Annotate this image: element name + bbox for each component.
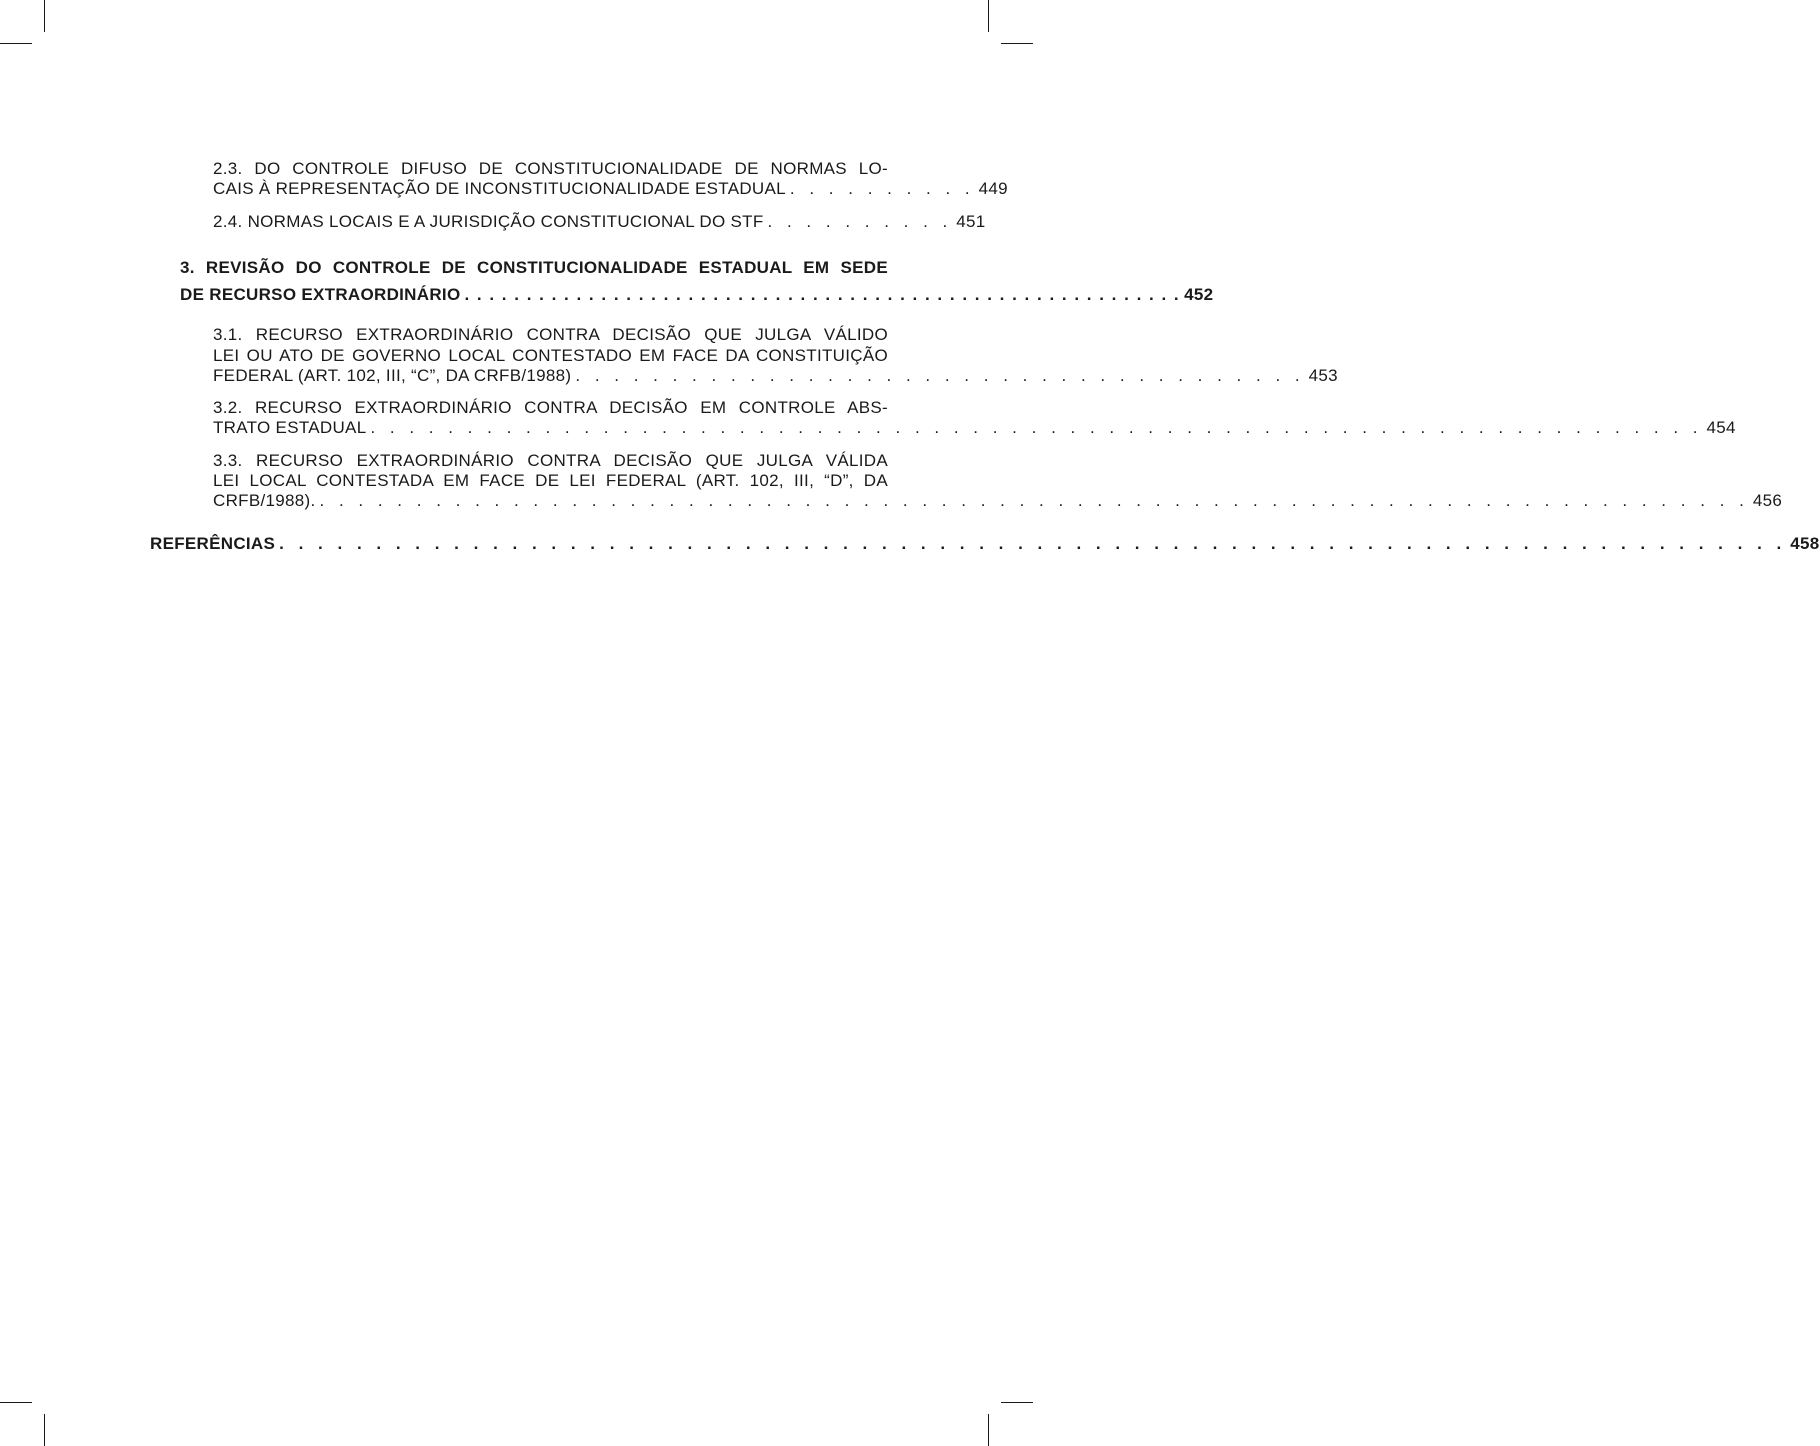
toc-entry-3-1-line-2: [213, 346, 888, 366]
toc-entry-text: 3.1. RECURSO EXTRAORDINÁRIO CONTRA DECISÃO QUE JULGA VÁLIDO: [213, 325, 888, 344]
toc-entry-3-line-2[interactable]: [180, 285, 1214, 305]
toc-entry-3-2-line-2[interactable]: [213, 418, 1736, 438]
toc-entry-2-3-line-2[interactable]: [213, 179, 1008, 199]
toc-entry-text: 2.3. DO CONTROLE DIFUSO DE CONSTITUCIONALIDADE DE NORMAS LO-: [213, 159, 888, 178]
dot-leader: . . . . . . . . . . . . . . . . . . . . . . . . . . . . . . . . . . . . . . . . . . . . . . . . . . . . . . . . . . . . . . . . . . . . . . . . . .: [319, 491, 1749, 510]
dot-leader: . . . . . . . . . .: [789, 179, 975, 198]
crop-mark: [0, 43, 32, 44]
crop-mark: [0, 1402, 32, 1403]
page-number: 451: [956, 212, 986, 231]
toc-entry-3-line-1: [180, 258, 888, 278]
crop-mark: [988, 0, 989, 32]
toc-entry-text: 3.2. RECURSO EXTRAORDINÁRIO CONTRA DECISÃO EM CONTROLE ABS-: [213, 398, 888, 417]
page-number: 449: [978, 179, 1008, 198]
dot-leader: . . . . . . . . . . . . . . . . . . . . . . . . . . . . . . . . . . . . . . . . . . . . . . . . . . . . . . . . . . . . . . . . . . . . .: [370, 418, 1703, 437]
crop-mark: [1001, 43, 1033, 44]
toc-entry-text: LEI LOCAL CONTESTADA EM FACE DE LEI FEDERAL (ART. 102, III, “D”, DA: [213, 471, 888, 490]
toc-entry-text: 3. REVISÃO DO CONTROLE DE CONSTITUCIONALIDADE ESTADUAL EM SEDE: [180, 258, 888, 277]
dot-leader: . . . . . . . . . . . . . . . . . . . . . . . . . . . . . . . . . . . . . . . . . . . . . . . . . . . . . . . . . .: [464, 285, 1181, 304]
crop-mark: [988, 1414, 989, 1446]
toc-entry-text: DE RECURSO EXTRAORDINÁRIO: [180, 285, 461, 304]
toc-entry-references[interactable]: [150, 534, 1820, 554]
toc-entry-3-3-line-2: [213, 471, 888, 491]
toc-entry-text: LEI OU ATO DE GOVERNO LOCAL CONTESTADO EM FACE DA CONSTITUIÇÃO: [213, 346, 888, 365]
toc-entry-text: 2.4. NORMAS LOCAIS E A JURISDIÇÃO CONSTITUCIONAL DO STF: [213, 212, 764, 231]
toc-entry-text: CRFB/1988).: [213, 491, 316, 510]
toc-entry-3-2-line-1: [213, 398, 888, 418]
page-number: 458: [1790, 534, 1820, 553]
toc-entry-3-1-line-3[interactable]: [213, 366, 1338, 386]
crop-mark: [44, 1414, 45, 1446]
toc-entry-text: 3.3. RECURSO EXTRAORDINÁRIO CONTRA DECISÃO QUE JULGA VÁLIDA: [213, 451, 888, 470]
page-number: 454: [1706, 418, 1736, 437]
dot-leader: . . . . . . . . . . . . . . . . . . . . . . . . . . . . . . . . . . . . . . . . . . . . . . . . . . . . . . . . . . . . . . . . . . . . . . . . . . . . . .: [279, 534, 1787, 553]
page-number: 456: [1752, 491, 1783, 510]
toc-entry-text: CAIS À REPRESENTAÇÃO DE INCONSTITUCIONALIDADE ESTADUAL: [213, 179, 786, 198]
dot-leader: . . . . . . . . . .: [767, 212, 953, 231]
toc-entry-2-3-line-1: [213, 159, 888, 179]
crop-mark: [44, 0, 45, 32]
toc-entry-2-4[interactable]: [213, 212, 986, 232]
toc-entry-3-3-line-1: [213, 451, 888, 471]
page-number: 453: [1308, 366, 1338, 385]
toc-entry-text: TRATO ESTADUAL: [213, 418, 367, 437]
crop-mark: [1001, 1402, 1033, 1403]
toc-entry-3-3-line-3[interactable]: [213, 491, 1783, 511]
page-number: 452: [1184, 285, 1214, 304]
toc-entry-text: REFERÊNCIAS: [150, 534, 276, 553]
toc-entry-text: FEDERAL (ART. 102, III, “C”, DA CRFB/1988): [213, 366, 572, 385]
dot-leader: . . . . . . . . . . . . . . . . . . . . . . . . . . . . . . . . . . . . . .: [575, 366, 1305, 385]
toc-entry-3-1-line-1: [213, 325, 888, 345]
